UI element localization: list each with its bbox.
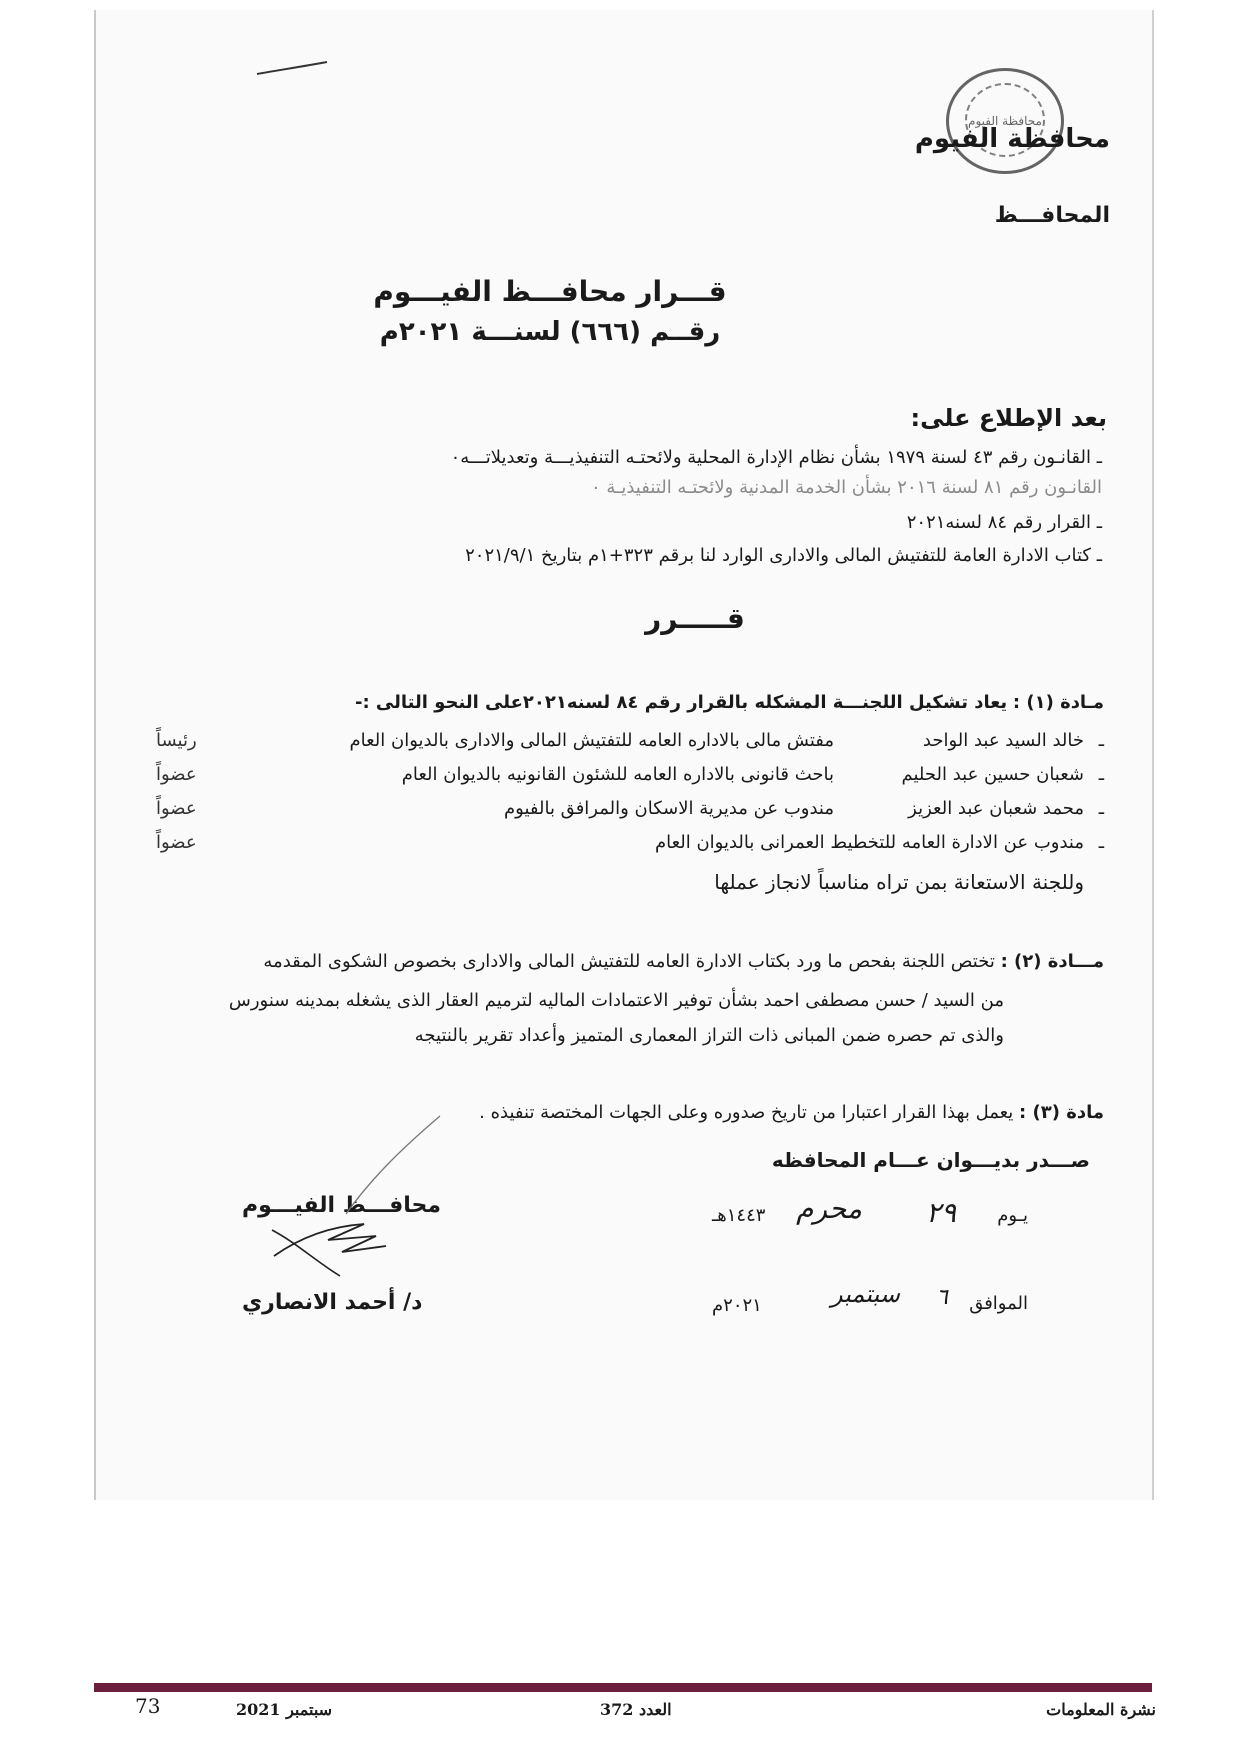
- preamble-heading: بعد الإطلاع على:: [910, 404, 1107, 432]
- governorate-header: محافظة الفيوم: [914, 124, 1110, 154]
- list-dash: ـ: [1098, 798, 1104, 819]
- member-name: مندوب عن الادارة العامه للتخطيط العمرانى بالديوان العام: [654, 832, 1084, 853]
- footer-divider: [94, 1683, 1152, 1692]
- committee-member-row: [156, 730, 1104, 764]
- committee-member-row: [156, 832, 1104, 866]
- hijri-day-handwritten: ٢٩: [925, 1196, 956, 1229]
- article-2-line-3: والذى تم حصره ضمن المبانى ذات التراز المعمارى المتميز وأعداد تقرير بالنتيجه: [414, 1025, 1004, 1046]
- pen-stroke-mark: [255, 56, 330, 80]
- gregorian-day-handwritten: ٦: [936, 1285, 948, 1310]
- article-2: [263, 951, 1104, 972]
- reference-item: ـ كتاب الادارة العامة للتفتيش المالى والادارى الوارد لنا برقم ٣٢٣+١م بتاريخ ٢٠٢١/٩/١: [465, 545, 1102, 566]
- seal-text: محافظة الفيوم: [968, 114, 1042, 128]
- member-role: رئيساً: [156, 730, 197, 751]
- reference-item: ـ القرار رقم ٨٤ لسنه٢٠٢١: [906, 512, 1102, 533]
- member-name: خالد السيد عبد الواحد: [922, 730, 1084, 751]
- member-name: شعبان حسين عبد الحليم: [901, 764, 1084, 785]
- footer-issue: العدد 372: [600, 1700, 672, 1719]
- hijri-date-label: يـوم: [997, 1205, 1028, 1226]
- hijri-month-handwritten: محرم: [796, 1192, 862, 1225]
- reference-item: ـ القانـون رقم ٤٣ لسنة ١٩٧٩ بشأن نظام الإدارة المحلية ولائحتـه التنفيذيـــة وتعديلاتـــه٠: [450, 447, 1102, 468]
- member-name: محمد شعبان عبد العزيز: [908, 798, 1084, 819]
- decides-heading: قـــــرر: [645, 602, 745, 635]
- governor-signature-title: محافـــظ الفيـــوم: [242, 1193, 442, 1218]
- member-role: عضواً: [156, 832, 197, 853]
- gregorian-year: ٢٠٢١م: [712, 1295, 762, 1316]
- article-3-text: يعمل بهذا القرار اعتبارا من تاريخ صدوره وعلى الجهات المختصة تنفيذه .: [479, 1102, 1014, 1123]
- footer-page-number: 73: [135, 1694, 161, 1718]
- member-role: عضواً: [156, 764, 197, 785]
- decision-title: قـــرار محافـــظ الفيـــوم: [373, 275, 727, 308]
- hijri-year: ١٤٤٣هـ: [712, 1205, 766, 1226]
- article-2-line-2: من السيد / حسن مصطفى احمد بشأن توفير الاعتمادات الماليه لترميم العقار الذى يشغله بمدينه سنورس: [228, 990, 1004, 1011]
- article-3: [479, 1102, 1104, 1123]
- article-3-label: مادة (٣) :: [1019, 1102, 1104, 1123]
- article-1: [355, 692, 1104, 713]
- committee-member-row: [156, 798, 1104, 832]
- member-role: عضواً: [156, 798, 197, 819]
- footer-date: سبتمبر 2021: [236, 1700, 333, 1719]
- list-dash: ـ: [1098, 832, 1104, 853]
- reference-item: القانـون رقم ٨١ لسنة ٢٠١٦ بشأن الخدمة المدنية ولائحتـه التنفيذيـة ٠: [591, 477, 1102, 498]
- member-description: مفتش مالى بالاداره العامه للتفتيش المالى والادارى بالديوان العام: [349, 730, 834, 751]
- article-2-line-1: تختص اللجنة بفحص ما ورد بكتاب الادارة العامه للتفتيش المالى والادارى بخصوص الشكوى المقدمه: [263, 951, 995, 972]
- member-description: باحث قانونى بالاداره العامه للشئون القانونيه بالديوان العام: [401, 764, 834, 785]
- article-1-label: مـادة (١) :: [1012, 692, 1104, 713]
- article-1-text: يعاد تشكيل اللجنـــة المشكله بالقرار رقم ٨٤ لسنه٢٠٢١على النحو التالى :-: [355, 692, 1008, 713]
- list-dash: ـ: [1098, 764, 1104, 785]
- governor-name: د/ أحمد الانصاري: [242, 1290, 423, 1315]
- decision-number: رقــم (٦٦٦) لسنـــة ٢٠٢١م: [379, 317, 721, 347]
- article-2-label: مـــادة (٢) :: [1000, 951, 1104, 972]
- gregorian-month-handwritten: سبتمبر: [831, 1280, 900, 1308]
- committee-member-row: [156, 764, 1104, 798]
- governor-office-label: المحافـــظ: [994, 203, 1110, 228]
- governorate-seal-stamp: [946, 68, 1064, 174]
- list-dash: ـ: [1098, 730, 1104, 751]
- governor-signature-scrawl: [250, 1110, 450, 1285]
- footer-publication: نشرة المعلومات: [1046, 1700, 1156, 1719]
- issued-at-line: صـــدر بديـــوان عـــام المحافظه: [771, 1148, 1090, 1172]
- article-1-closing: وللجنة الاستعانة بمن تراه مناسباً لانجاز عملها: [714, 870, 1084, 894]
- gregorian-date-label: الموافق: [969, 1293, 1028, 1314]
- member-description: مندوب عن مديرية الاسكان والمرافق بالفيوم: [504, 798, 834, 819]
